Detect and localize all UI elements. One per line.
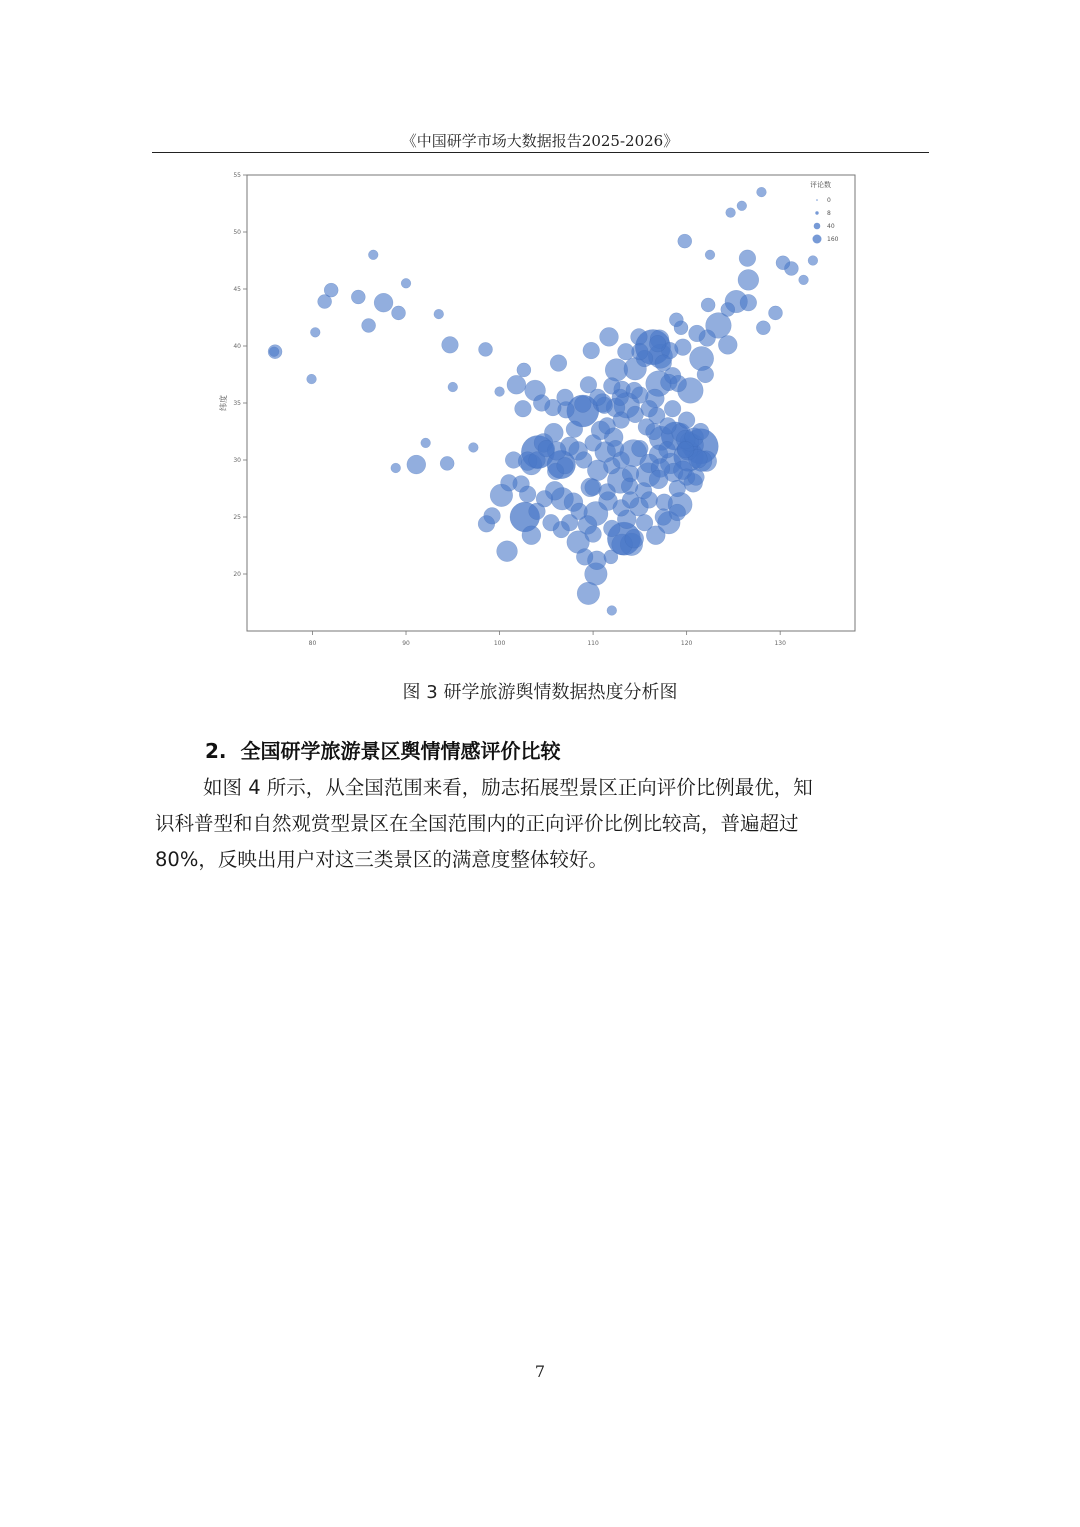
- data-bubble: [495, 387, 505, 397]
- data-bubble: [599, 484, 616, 501]
- data-bubble: [669, 480, 686, 497]
- data-bubble: [557, 457, 574, 474]
- data-bubble: [543, 514, 560, 531]
- body-paragraph: [155, 770, 925, 878]
- data-bubble: [655, 509, 672, 526]
- y-tick-label: 35: [233, 400, 241, 407]
- data-bubble: [421, 438, 431, 448]
- data-bubble: [448, 382, 458, 392]
- paragraph-line-3: 80%，反映出用户对这三类景区的满意度整体较好。: [155, 848, 608, 871]
- data-bubble: [574, 396, 591, 413]
- data-bubble: [677, 441, 694, 458]
- data-bubble: [631, 329, 648, 346]
- data-bubble: [799, 275, 809, 285]
- data-bubble: [618, 343, 635, 360]
- data-bubble: [324, 283, 338, 297]
- data-bubble: [533, 395, 550, 412]
- section-title: 全国研学旅游景区舆情情感评价比较: [240, 739, 561, 763]
- x-tick-label: 80: [308, 640, 317, 647]
- y-tick-label: 25: [233, 514, 241, 521]
- data-bubble: [497, 541, 518, 562]
- data-bubble: [726, 208, 736, 218]
- data-bubble: [739, 250, 756, 267]
- data-bubble: [655, 355, 672, 372]
- data-bubble: [626, 382, 643, 399]
- data-bubble: [737, 201, 747, 211]
- figure-heatmap-scatter: [200, 168, 880, 668]
- data-bubble: [519, 486, 536, 503]
- data-bubble: [636, 514, 653, 531]
- data-bubble: [705, 250, 715, 260]
- data-bubble: [625, 529, 644, 548]
- y-tick-label: 50: [233, 229, 241, 236]
- data-bubble: [613, 452, 630, 469]
- section-heading: [205, 735, 561, 764]
- data-bubble: [756, 321, 770, 335]
- data-bubble: [522, 526, 541, 545]
- data-bubble: [659, 441, 676, 458]
- data-bubble: [577, 582, 600, 605]
- y-tick-label: 30: [233, 457, 241, 464]
- data-bubble: [362, 318, 376, 332]
- x-tick-label: 100: [493, 640, 506, 647]
- data-bubble: [517, 363, 531, 377]
- data-bubble: [585, 435, 602, 452]
- data-bubble: [442, 337, 459, 354]
- data-bubble: [600, 327, 619, 346]
- data-bubble: [583, 342, 600, 359]
- y-axis-label: 纬度: [219, 395, 228, 411]
- data-bubble: [501, 474, 518, 491]
- data-bubble: [718, 335, 737, 354]
- bubble-scatter-chart: [200, 168, 880, 668]
- data-bubble: [740, 294, 757, 311]
- data-bubble: [776, 256, 790, 270]
- running-header: 《中国研学市场大数据报告2025-2026》: [401, 132, 679, 150]
- figure-caption: 图 3 研学旅游舆情数据热度分析图: [402, 682, 678, 703]
- data-bubble: [678, 234, 692, 248]
- legend-marker: [814, 223, 821, 230]
- data-bubble: [589, 389, 606, 406]
- data-bubble: [689, 325, 706, 342]
- data-bubble: [603, 378, 620, 395]
- legend-entry-label: 8: [827, 210, 831, 217]
- data-bubble: [656, 494, 673, 511]
- data-bubble: [757, 187, 767, 197]
- data-bubble: [310, 327, 320, 337]
- data-bubble: [571, 503, 588, 520]
- data-bubble: [738, 269, 759, 290]
- legend-marker: [816, 199, 818, 201]
- section-number: 2.: [205, 739, 227, 763]
- data-bubble: [550, 355, 567, 372]
- data-bubble: [697, 366, 714, 383]
- data-bubble: [391, 463, 401, 473]
- header-rule: [152, 152, 929, 153]
- legend-entry-label: 0: [827, 197, 831, 204]
- data-bubble: [434, 309, 444, 319]
- data-bubble: [701, 298, 715, 312]
- data-bubble: [641, 492, 658, 509]
- data-bubble: [688, 469, 705, 486]
- data-bubble: [507, 375, 526, 394]
- data-bubble: [692, 423, 709, 440]
- data-bubble: [603, 520, 620, 537]
- data-bubble: [576, 549, 593, 566]
- data-bubble: [585, 526, 602, 543]
- data-bubble: [641, 400, 658, 417]
- data-bubble: [575, 452, 592, 469]
- data-bubble: [505, 452, 522, 469]
- data-bubble: [407, 455, 426, 474]
- data-bubble: [721, 303, 735, 317]
- x-tick-label: 110: [587, 640, 599, 647]
- data-bubble: [649, 335, 666, 352]
- page-number: 7: [534, 1362, 546, 1381]
- data-bubble: [478, 516, 495, 533]
- legend-marker: [813, 235, 822, 244]
- legend-marker: [815, 211, 818, 214]
- data-bubble: [538, 440, 555, 457]
- data-bubble: [660, 417, 677, 434]
- data-bubble: [622, 492, 639, 509]
- data-bubble: [440, 456, 454, 470]
- paragraph-line-1: 如图 4 所示，从全国范围来看，励志拓展型景区正向评价比例最优，知: [203, 776, 813, 799]
- data-bubble: [649, 470, 668, 489]
- data-bubble: [678, 412, 695, 429]
- data-bubble: [808, 256, 818, 266]
- y-tick-label: 20: [233, 571, 241, 578]
- x-tick-label: 120: [680, 640, 693, 647]
- y-tick-label: 55: [233, 172, 241, 179]
- data-bubble: [392, 306, 406, 320]
- x-tick-label: 90: [402, 640, 410, 647]
- data-bubble: [515, 400, 532, 417]
- data-bubble: [529, 503, 546, 520]
- data-bubble: [269, 347, 279, 357]
- data-bubble: [557, 389, 574, 406]
- x-tick-label: 130: [774, 640, 786, 647]
- y-tick-label: 40: [233, 343, 241, 350]
- data-bubble: [307, 374, 317, 384]
- y-tick-label: 45: [233, 286, 241, 293]
- data-bubble: [479, 342, 493, 356]
- data-bubble: [468, 443, 478, 453]
- legend-entry-label: 40: [827, 223, 835, 230]
- data-bubble: [374, 293, 393, 312]
- data-bubble: [669, 313, 683, 327]
- data-bubble: [351, 290, 365, 304]
- paragraph-line-2: 识科普型和自然观赏型景区在全国范围内的正向评价比例比较高，普遍超过: [155, 812, 799, 835]
- data-bubble: [607, 606, 617, 616]
- data-bubble: [768, 306, 782, 320]
- data-bubble: [401, 278, 411, 288]
- data-bubble: [604, 550, 618, 564]
- legend-title: 评论数: [810, 181, 831, 189]
- legend-entry-label: 160: [827, 236, 839, 243]
- data-bubble: [664, 400, 681, 417]
- data-bubble: [566, 421, 583, 438]
- data-bubble: [670, 375, 687, 392]
- data-bubble: [368, 250, 378, 260]
- data-bubble: [632, 440, 649, 457]
